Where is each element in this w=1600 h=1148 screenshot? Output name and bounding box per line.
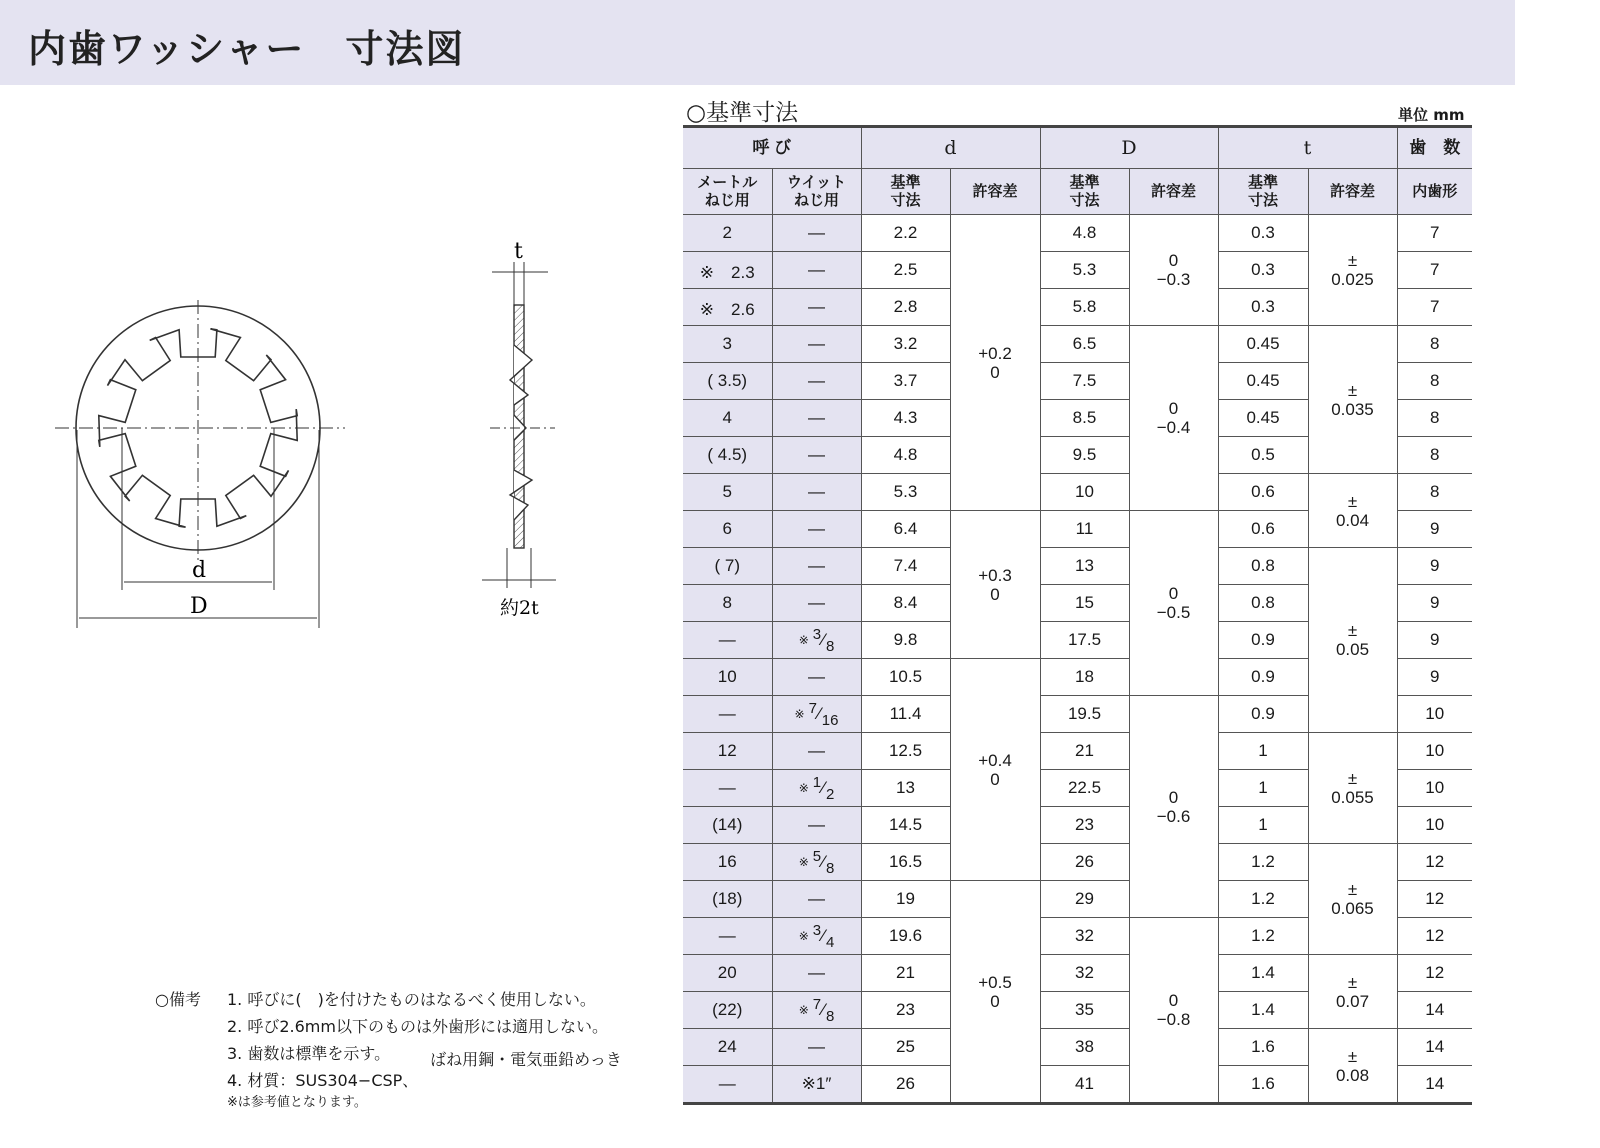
whitworth-size-cell: — — [772, 955, 861, 992]
d-basic-cell: 2.8 — [861, 289, 950, 326]
fraction — [813, 997, 835, 1024]
D-basic-cell: 9.5 — [1040, 437, 1129, 474]
metric-size-cell: 24 — [683, 1029, 772, 1066]
t-basic-cell: 0.9 — [1218, 622, 1308, 659]
fraction-denominator: 8 — [825, 859, 835, 877]
teeth-count-cell: 12 — [1397, 881, 1472, 918]
tolerance-upper: ± — [1347, 769, 1358, 788]
reference-mark: ※ — [798, 633, 809, 648]
teeth-count-cell: 7 — [1397, 252, 1472, 289]
t-basic-cell: 0.9 — [1218, 696, 1308, 733]
metric-size-cell: — — [683, 696, 772, 733]
fraction-denominator: 8 — [825, 1007, 835, 1025]
subheader-cell — [1129, 169, 1218, 215]
D-tolerance-cell — [1129, 696, 1218, 918]
d-tolerance-cell — [950, 659, 1040, 881]
D-basic-cell: 22.5 — [1040, 770, 1129, 807]
d-basic-cell: 3.7 — [861, 363, 950, 400]
tolerance-lower: 0.025 — [1331, 270, 1374, 289]
D-tolerance-cell — [1129, 918, 1218, 1104]
t-basic-cell: 1.2 — [1218, 844, 1308, 881]
t-basic-cell: 0.6 — [1218, 474, 1308, 511]
d-basic-cell: 13 — [861, 770, 950, 807]
subheader-line: 寸法 — [1247, 191, 1278, 209]
tolerance-lower: −0.8 — [1156, 1010, 1191, 1029]
d-tolerance-cell — [950, 881, 1040, 1104]
tolerance-upper: 0 — [1168, 991, 1179, 1010]
note-item: 4. 材質：SUS304−CSP、 — [227, 1071, 419, 1090]
reference-mark: ※ — [798, 855, 809, 870]
whitworth-size-cell — [772, 844, 861, 881]
whitworth-size-cell — [772, 918, 861, 955]
t-tolerance-cell — [1308, 326, 1397, 474]
d-basic-cell: 23 — [861, 992, 950, 1029]
teeth-count-cell: 10 — [1397, 733, 1472, 770]
t-basic-cell: 1 — [1218, 807, 1308, 844]
D-basic-cell: 5.3 — [1040, 252, 1129, 289]
d-basic-cell: 21 — [861, 955, 950, 992]
t-tolerance-cell — [1308, 474, 1397, 548]
note-row-3 — [227, 1040, 707, 1067]
t-basic-cell: 0.8 — [1218, 585, 1308, 622]
subheader-line: 許容差 — [972, 182, 1018, 200]
fraction — [813, 849, 835, 876]
metric-size-cell: ( 3.5) — [683, 363, 772, 400]
tolerance-upper: +0.4 — [978, 750, 1012, 770]
whitworth-size-cell: — — [772, 807, 861, 844]
tolerance-upper: ± — [1347, 251, 1358, 270]
t-basic-cell: 0.45 — [1218, 363, 1308, 400]
d-basic-cell: 25 — [861, 1029, 950, 1066]
tolerance-lower: 0.07 — [1335, 991, 1370, 1011]
tolerance-upper: ± — [1347, 880, 1358, 899]
table-row — [683, 1029, 1472, 1066]
d-basic-cell: 2.5 — [861, 252, 950, 289]
notes-label: ○備考 — [155, 990, 201, 1009]
subheader-line: ウイット — [786, 173, 847, 191]
t-basic-cell: 1.6 — [1218, 1029, 1308, 1066]
reference-mark: ※ — [798, 1003, 809, 1018]
tolerance-lower: 0.08 — [1335, 1065, 1370, 1085]
tolerance-upper: ± — [1347, 380, 1358, 400]
label-d: d — [192, 558, 207, 583]
unit-label: 単位 mm — [1398, 106, 1465, 124]
d-basic-cell: 9.8 — [861, 622, 950, 659]
table-row — [683, 844, 1472, 881]
d-basic-cell: 2.2 — [861, 215, 950, 252]
header-t: t — [1218, 127, 1397, 169]
fraction-numerator: 7 — [808, 699, 817, 717]
teeth-count-cell: 12 — [1397, 955, 1472, 992]
note-item: 1. 呼びに( )を付けたものはなるべく使用しない。 — [227, 990, 596, 1009]
fraction-numerator: 3 — [812, 921, 822, 939]
subheader-line: 許容差 — [1329, 182, 1375, 200]
t-basic-cell: 1.2 — [1218, 918, 1308, 955]
subheader-line: ねじ用 — [704, 191, 750, 209]
whitworth-size-cell: — — [772, 548, 861, 585]
d-basic-cell: 14.5 — [861, 807, 950, 844]
whitworth-size-cell: — — [772, 1029, 861, 1066]
t-basic-cell: 0.45 — [1218, 326, 1308, 363]
whitworth-size-cell: ※1″ — [772, 1066, 861, 1104]
header-teeth: 歯 数 — [1397, 127, 1472, 169]
D-basic-cell: 26 — [1040, 844, 1129, 881]
tolerance-lower: 0 — [990, 362, 1000, 382]
note-item: 2. 呼び2.6mm以下のものは外歯形には適用しない。 — [227, 1017, 608, 1036]
subheader-line: ねじ用 — [793, 191, 839, 209]
D-basic-cell: 32 — [1040, 955, 1129, 992]
reference-mark: ※ — [798, 929, 809, 944]
fraction-numerator: 5 — [812, 847, 822, 865]
fraction-denominator: 8 — [825, 637, 835, 655]
fraction-slash: ⁄ — [822, 851, 825, 871]
fraction — [813, 923, 835, 950]
section-title: ○基準寸法 — [686, 100, 799, 126]
D-tolerance-cell — [1129, 511, 1218, 696]
D-basic-cell: 4.8 — [1040, 215, 1129, 252]
teeth-count-cell: 7 — [1397, 289, 1472, 326]
D-basic-cell: 23 — [1040, 807, 1129, 844]
tolerance-lower: 0.05 — [1335, 640, 1370, 659]
d-basic-cell: 3.2 — [861, 326, 950, 363]
table-row — [683, 733, 1472, 770]
d-tolerance-cell — [950, 511, 1040, 659]
d-basic-cell: 5.3 — [861, 474, 950, 511]
page-title: 内歯ワッシャー 寸法図 — [28, 27, 466, 71]
metric-size-cell: 4 — [683, 400, 772, 437]
washer-drawing — [40, 220, 580, 640]
note-item: 3. 歯数は標準を示す。 — [227, 1044, 391, 1063]
whitworth-size-cell: — — [772, 733, 861, 770]
dimension-table — [683, 125, 1472, 1105]
subheader-line: 寸法 — [1069, 191, 1100, 209]
subheader-cell — [1397, 169, 1472, 215]
fraction — [813, 627, 835, 654]
d-basic-cell: 12.5 — [861, 733, 950, 770]
whitworth-size-cell: — — [772, 659, 861, 696]
subheader-cell — [683, 169, 772, 215]
t-basic-cell: 0.5 — [1218, 437, 1308, 474]
metric-size-cell: ( 7) — [683, 548, 772, 585]
fraction-slash: ⁄ — [822, 999, 825, 1019]
tolerance-lower: 0.035 — [1331, 399, 1374, 419]
tolerance-upper: +0.2 — [978, 343, 1012, 363]
washer-side-view — [482, 262, 556, 588]
teeth-count-cell: 8 — [1397, 326, 1472, 363]
d-basic-cell: 16.5 — [861, 844, 950, 881]
fraction — [813, 775, 835, 802]
teeth-count-cell: 14 — [1397, 992, 1472, 1029]
t-basic-cell: 1.2 — [1218, 881, 1308, 918]
D-basic-cell: 5.8 — [1040, 289, 1129, 326]
fraction-denominator: 4 — [825, 933, 835, 951]
whitworth-size-cell: — — [772, 252, 861, 289]
D-basic-cell: 11 — [1040, 511, 1129, 548]
t-basic-cell: 1 — [1218, 770, 1308, 807]
D-basic-cell: 15 — [1040, 585, 1129, 622]
d-basic-cell: 19 — [861, 881, 950, 918]
teeth-count-cell: 8 — [1397, 363, 1472, 400]
tolerance-upper: ± — [1347, 621, 1358, 640]
metric-size-cell: ※ 2.6 — [683, 289, 772, 326]
fraction-slash: ⁄ — [822, 925, 825, 945]
whitworth-size-cell — [772, 992, 861, 1029]
d-basic-cell: 4.3 — [861, 400, 950, 437]
subheader-line: 基準 — [1247, 173, 1278, 191]
teeth-count-cell: 9 — [1397, 548, 1472, 585]
subheader-line: 基準 — [1069, 173, 1100, 191]
metric-size-cell: ※ 2.3 — [683, 252, 772, 289]
t-tolerance-cell — [1308, 215, 1397, 326]
metric-size-cell: 3 — [683, 326, 772, 363]
metric-size-cell: — — [683, 622, 772, 659]
metric-size-cell: — — [683, 918, 772, 955]
d-basic-cell: 26 — [861, 1066, 950, 1104]
subheader-cell — [950, 169, 1040, 215]
metric-size-cell: 20 — [683, 955, 772, 992]
t-basic-cell: 0.9 — [1218, 659, 1308, 696]
tolerance-lower: −0.5 — [1156, 603, 1191, 622]
header-D: D — [1040, 127, 1218, 169]
d-basic-cell: 7.4 — [861, 548, 950, 585]
D-tolerance-cell — [1129, 215, 1218, 326]
t-basic-cell: 0.8 — [1218, 548, 1308, 585]
fraction-slash: ⁄ — [822, 629, 825, 649]
metric-size-cell: 6 — [683, 511, 772, 548]
tolerance-lower: −0.6 — [1156, 806, 1191, 826]
subheader-cell — [1308, 169, 1397, 215]
teeth-count-cell: 9 — [1397, 511, 1472, 548]
table-row — [683, 955, 1472, 992]
whitworth-size-cell: — — [772, 363, 861, 400]
metric-size-cell: 8 — [683, 585, 772, 622]
fraction-denominator: 16 — [821, 711, 839, 729]
subheader-cell — [861, 169, 950, 215]
note-footnote: ※は参考値となります。 — [227, 1095, 367, 1110]
t-tolerance-cell — [1308, 955, 1397, 1029]
tolerance-upper: ± — [1347, 972, 1358, 992]
fraction — [809, 701, 839, 728]
reference-mark: ※ — [794, 707, 805, 722]
t-tolerance-cell — [1308, 733, 1397, 844]
subheader-line: 基準 — [890, 173, 921, 191]
teeth-count-cell: 10 — [1397, 807, 1472, 844]
metric-size-cell: — — [683, 770, 772, 807]
d-basic-cell: 11.4 — [861, 696, 950, 733]
tolerance-lower: 0.065 — [1331, 899, 1374, 918]
table-row — [683, 474, 1472, 511]
teeth-count-cell: 7 — [1397, 215, 1472, 252]
teeth-count-cell: 14 — [1397, 1066, 1472, 1104]
label-2t: 約2t — [500, 597, 539, 619]
fraction-numerator: 3 — [812, 625, 822, 643]
t-basic-cell: 1 — [1218, 733, 1308, 770]
whitworth-size-cell: — — [772, 881, 861, 918]
label-D: D — [190, 594, 208, 619]
teeth-count-cell: 8 — [1397, 474, 1472, 511]
t-basic-cell: 1.4 — [1218, 955, 1308, 992]
teeth-count-cell: 8 — [1397, 437, 1472, 474]
t-tolerance-cell — [1308, 548, 1397, 733]
fraction-slash: ⁄ — [822, 777, 825, 797]
subheader-line: 許容差 — [1150, 182, 1196, 200]
D-basic-cell: 29 — [1040, 881, 1129, 918]
D-basic-cell: 35 — [1040, 992, 1129, 1029]
metric-size-cell: (14) — [683, 807, 772, 844]
whitworth-size-cell: — — [772, 474, 861, 511]
fraction-denominator: 2 — [825, 785, 835, 803]
subheader-cell — [1218, 169, 1308, 215]
tolerance-upper: 0 — [1168, 584, 1179, 603]
D-basic-cell: 32 — [1040, 918, 1129, 955]
teeth-count-cell: 9 — [1397, 659, 1472, 696]
header-nominal: 呼 び — [683, 127, 861, 169]
label-t: t — [514, 239, 523, 264]
D-basic-cell: 19.5 — [1040, 696, 1129, 733]
tolerance-lower: 0.04 — [1335, 510, 1370, 530]
whitworth-size-cell: — — [772, 437, 861, 474]
teeth-count-cell: 10 — [1397, 696, 1472, 733]
metric-size-cell: (18) — [683, 881, 772, 918]
D-basic-cell: 21 — [1040, 733, 1129, 770]
whitworth-size-cell: — — [772, 326, 861, 363]
d-basic-cell: 4.8 — [861, 437, 950, 474]
header-d: d — [861, 127, 1040, 169]
tolerance-lower: 0 — [990, 769, 1000, 789]
D-basic-cell: 8.5 — [1040, 400, 1129, 437]
whitworth-size-cell: — — [772, 215, 861, 252]
metric-size-cell: 16 — [683, 844, 772, 881]
subheader-cell — [1040, 169, 1129, 215]
whitworth-size-cell — [772, 696, 861, 733]
tolerance-upper: 0 — [1168, 251, 1179, 270]
t-tolerance-cell — [1308, 1029, 1397, 1104]
subheader-line: 寸法 — [890, 191, 921, 209]
t-tolerance-cell — [1308, 844, 1397, 955]
teeth-count-cell: 10 — [1397, 770, 1472, 807]
D-basic-cell: 18 — [1040, 659, 1129, 696]
D-basic-cell: 6.5 — [1040, 326, 1129, 363]
t-basic-cell: 0.45 — [1218, 400, 1308, 437]
tolerance-lower: −0.4 — [1156, 418, 1191, 437]
teeth-count-cell: 14 — [1397, 1029, 1472, 1066]
D-basic-cell: 38 — [1040, 1029, 1129, 1066]
tolerance-lower: 0 — [990, 991, 1000, 1011]
t-basic-cell: 1.4 — [1218, 992, 1308, 1029]
metric-size-cell: 2 — [683, 215, 772, 252]
note-material-extra: ばね用鋼・電気亜鉛めっき — [430, 1050, 622, 1069]
D-basic-cell: 7.5 — [1040, 363, 1129, 400]
whitworth-size-cell: — — [772, 289, 861, 326]
D-basic-cell: 17.5 — [1040, 622, 1129, 659]
tolerance-upper: +0.3 — [978, 565, 1012, 585]
d-basic-cell: 19.6 — [861, 918, 950, 955]
metric-size-cell: 12 — [683, 733, 772, 770]
metric-size-cell: (22) — [683, 992, 772, 1029]
tolerance-upper: +0.5 — [978, 972, 1012, 992]
metric-size-cell: — — [683, 1066, 772, 1104]
D-basic-cell: 10 — [1040, 474, 1129, 511]
whitworth-size-cell — [772, 622, 861, 659]
tolerance-upper: 0 — [1168, 399, 1179, 418]
tolerance-upper: 0 — [1168, 787, 1179, 807]
d-tolerance-cell — [950, 215, 1040, 511]
teeth-count-cell: 9 — [1397, 622, 1472, 659]
tolerance-lower: −0.3 — [1156, 270, 1191, 289]
teeth-count-cell: 12 — [1397, 918, 1472, 955]
t-basic-cell: 0.6 — [1218, 511, 1308, 548]
table-row — [683, 548, 1472, 585]
whitworth-size-cell: — — [772, 511, 861, 548]
title-banner — [0, 0, 1515, 85]
whitworth-size-cell — [772, 770, 861, 807]
t-basic-cell: 0.3 — [1218, 215, 1308, 252]
teeth-count-cell: 9 — [1397, 585, 1472, 622]
table-row — [683, 215, 1472, 252]
metric-size-cell: ( 4.5) — [683, 437, 772, 474]
subheader-line: メートル — [697, 173, 758, 191]
t-basic-cell: 0.3 — [1218, 252, 1308, 289]
d-basic-cell: 6.4 — [861, 511, 950, 548]
teeth-count-cell: 12 — [1397, 844, 1472, 881]
whitworth-size-cell: — — [772, 400, 861, 437]
subheader-line: 内歯形 — [1412, 182, 1458, 200]
reference-mark: ※ — [798, 781, 809, 796]
fraction-slash: ⁄ — [817, 703, 821, 723]
D-basic-cell: 13 — [1040, 548, 1129, 585]
tolerance-lower: 0 — [990, 584, 1000, 604]
D-basic-cell: 41 — [1040, 1066, 1129, 1104]
tolerance-upper: ± — [1347, 491, 1358, 511]
D-tolerance-cell — [1129, 326, 1218, 511]
tolerance-lower: 0.055 — [1331, 788, 1374, 807]
fraction-numerator: 1 — [812, 773, 822, 791]
whitworth-size-cell: — — [772, 585, 861, 622]
d-basic-cell: 8.4 — [861, 585, 950, 622]
teeth-count-cell: 8 — [1397, 400, 1472, 437]
t-basic-cell: 1.6 — [1218, 1066, 1308, 1104]
metric-size-cell: 5 — [683, 474, 772, 511]
subheader-cell — [772, 169, 861, 215]
t-basic-cell: 0.3 — [1218, 289, 1308, 326]
metric-size-cell: 10 — [683, 659, 772, 696]
tolerance-upper: ± — [1347, 1046, 1358, 1066]
table-row — [683, 326, 1472, 363]
d-basic-cell: 10.5 — [861, 659, 950, 696]
fraction-numerator: 7 — [812, 995, 822, 1013]
